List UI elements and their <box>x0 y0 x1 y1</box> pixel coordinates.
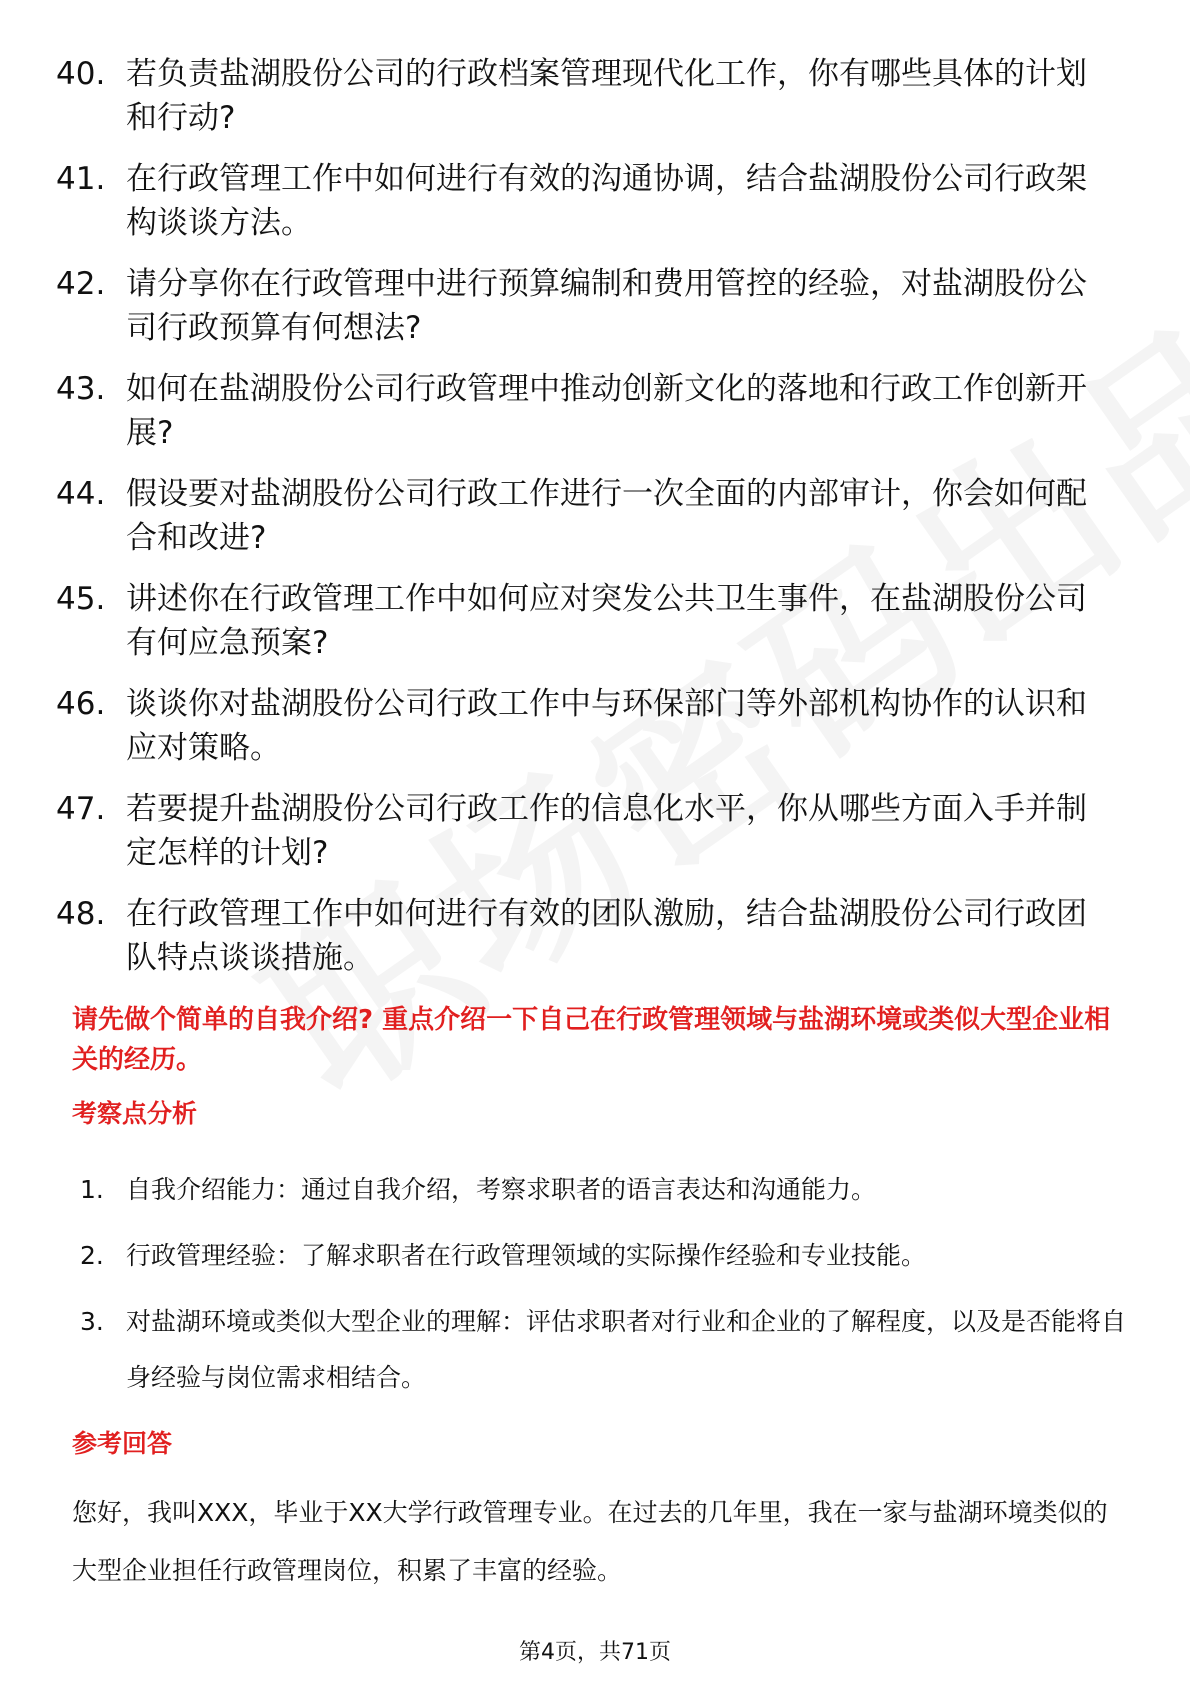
question-item <box>56 262 1116 350</box>
page-footer: 第4页，共71页 <box>519 1640 671 1665</box>
answer-heading: 参考回答 <box>72 1429 173 1458</box>
question-text: 讲述你在行政管理工作中如何应对突发公共卫生事件，在盐湖股份公司有何应急预案? <box>126 581 1087 661</box>
answer-paragraph: 您好，我叫XXX，毕业于XX大学行政管理专业。在过去的几年里，我在一家与盐湖环境类似的大型企业担任行政管理岗位，积累了丰富的经验。 <box>72 1498 1108 1585</box>
question-text: 在行政管理工作中如何进行有效的团队激励，结合盐湖股份公司行政团队特点谈谈措施。 <box>126 896 1087 976</box>
analysis-point-list <box>80 1162 1130 1416</box>
question-item <box>56 52 1116 140</box>
question-number: 43. <box>56 371 106 407</box>
question-item <box>56 787 1116 875</box>
analysis-point <box>80 1162 1130 1218</box>
question-number: 45. <box>56 581 106 617</box>
analysis-heading: 考察点分析 <box>72 1099 198 1128</box>
question-item <box>56 682 1116 770</box>
question-item <box>56 367 1116 455</box>
question-number: 44. <box>56 476 106 512</box>
question-number: 46. <box>56 686 106 722</box>
question-item <box>56 157 1116 245</box>
question-number: 47. <box>56 791 106 827</box>
analysis-point-number: 2. <box>80 1241 104 1270</box>
question-item <box>56 892 1116 980</box>
question-list <box>56 52 1116 997</box>
question-item <box>56 577 1116 665</box>
question-item <box>56 472 1116 560</box>
analysis-point-text: 自我介绍能力：通过自我介绍，考察求职者的语言表达和沟通能力。 <box>126 1175 877 1204</box>
question-number: 42. <box>56 266 106 302</box>
analysis-point-text: 对盐湖环境或类似大型企业的理解：评估求职者对行业和企业的了解程度，以及是否能将自身经验与岗位需求相结合。 <box>126 1307 1127 1392</box>
question-text: 请分享你在行政管理中进行预算编制和费用管控的经验，对盐湖股份公司行政预算有何想法? <box>126 266 1087 346</box>
analysis-point-text: 行政管理经验：了解求职者在行政管理领域的实际操作经验和专业技能。 <box>126 1241 927 1270</box>
featured-question: 请先做个简单的自我介绍? 重点介绍一下自己在行政管理领域与盐湖环境或类似大型企业相关的经历。 <box>72 1005 1111 1075</box>
question-text: 假设要对盐湖股份公司行政工作进行一次全面的内部审计，你会如何配合和改进? <box>126 476 1087 556</box>
question-text: 谈谈你对盐湖股份公司行政工作中与环保部门等外部机构协作的认识和应对策略。 <box>126 686 1087 766</box>
analysis-point-number: 1. <box>80 1175 104 1204</box>
analysis-point-number: 3. <box>80 1307 104 1336</box>
question-text: 在行政管理工作中如何进行有效的沟通协调，结合盐湖股份公司行政架构谈谈方法。 <box>126 161 1087 241</box>
question-text: 如何在盐湖股份公司行政管理中推动创新文化的落地和行政工作创新开展? <box>126 371 1087 451</box>
question-number: 40. <box>56 56 106 92</box>
analysis-point <box>80 1228 1130 1284</box>
analysis-point <box>80 1294 1130 1406</box>
question-text: 若要提升盐湖股份公司行政工作的信息化水平，你从哪些方面入手并制定怎样的计划? <box>126 791 1087 871</box>
question-number: 41. <box>56 161 106 197</box>
question-text: 若负责盐湖股份公司的行政档案管理现代化工作，你有哪些具体的计划和行动? <box>126 56 1087 136</box>
question-number: 48. <box>56 896 106 932</box>
